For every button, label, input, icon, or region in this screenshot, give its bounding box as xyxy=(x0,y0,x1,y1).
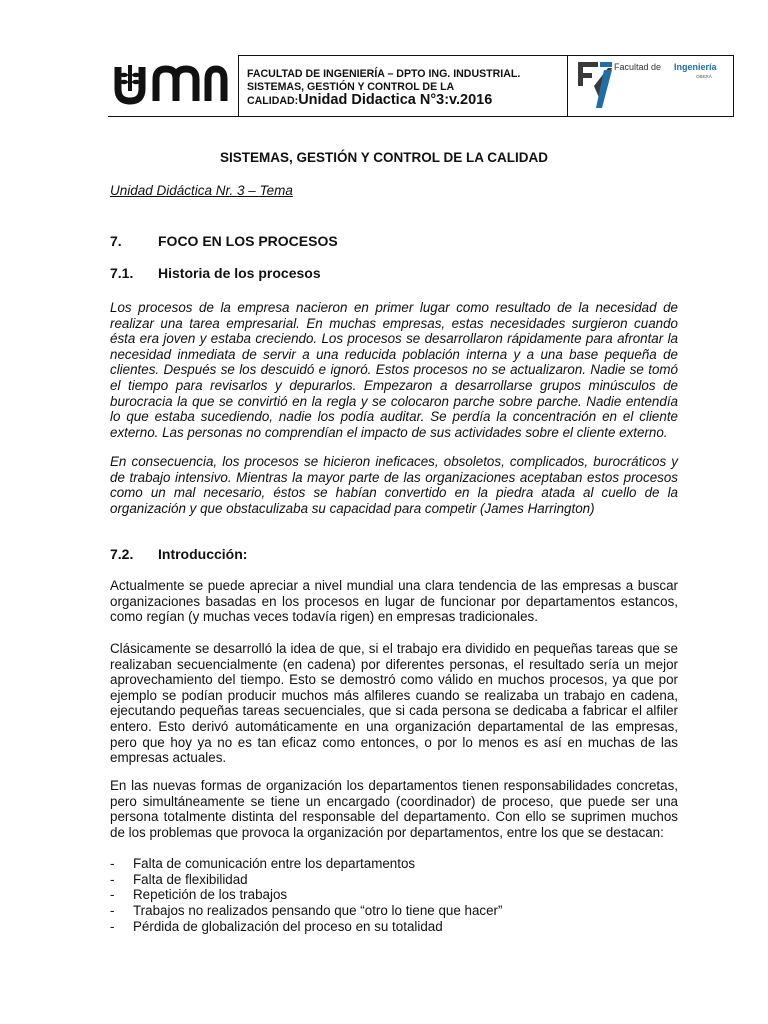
intro-paragraph-3: En las nuevas formas de organización los departamentos tienen responsabilidades concretas, pero simultáneamente se tiene un encargado (coordinador) de proceso, que puede ser una persona totalmente distinta del responsable del departamento. Con ello se suprimen muchos de los problemas que provoca la organización por departamentos, entre los que se destacan: xyxy=(110,778,678,840)
header-line-3 xyxy=(247,94,559,108)
header-title-box xyxy=(238,55,568,117)
facultad-ingenieria-logo xyxy=(568,55,734,117)
section-7-1-title: Historia de los procesos xyxy=(158,265,321,281)
logo-text-ingenieria: Ingeniería xyxy=(674,62,717,72)
page-header xyxy=(108,55,734,117)
section-7-number: 7. xyxy=(110,233,122,249)
logo-text-facultad: Facultad de xyxy=(614,62,662,72)
list-item: - Falta de comunicación entre los departamentos xyxy=(110,856,502,872)
problems-list xyxy=(110,856,502,935)
list-item: - Repetición de los trabajos xyxy=(110,887,502,903)
section-7-heading xyxy=(110,233,338,249)
historia-paragraph-2: En consecuencia, los procesos se hicieron ineficaces, obsoletos, complicados, burocráticos y de trabajo intensivo. Mientras la mayor parte de las organizaciones aceptaban estos procesos como un mal necesario, éstos se habían convertido en la piedra atada al cuello de la organización y que obstaculizaba su capacidad para competir (James Harrington) xyxy=(110,454,678,516)
header-line-2: SISTEMAS, GESTIÓN Y CONTROL DE LA xyxy=(247,81,455,93)
intro-paragraph-2: Clásicamente se desarrolló la idea de que, si el trabajo era dividido en pequeñas tareas que se realizaban secuencialmente (en cadena) por diferentes personas, el resultado sería un mejor aprovechamiento del tiempo. Esto se demostró como válido en muchos procesos, ya que por ejemplo se podían producir muchos más alfileres cuando se realizaba un trabajo en cadena, ejecutando pequeñas tareas secuenciales, que si cada persona se dedicaba a fabricar el alfiler entero. Esto derivó automáticamente en una organización departamental de las empresas, pero que hoy ya no es tan eficaz como entonces, o por lo menos es así en muchas de las empresas actuales. xyxy=(110,641,678,766)
header-line-1: FACULTAD DE INGENIERÍA – DPTO ING. INDUSTRIAL. xyxy=(247,68,521,80)
section-7-1-heading xyxy=(110,265,321,281)
section-7-2-title: Introducción: xyxy=(158,546,248,562)
section-7-2-number: 7.2. xyxy=(110,546,134,562)
logo-text-obera: OBERÁ xyxy=(696,74,712,79)
unam-logo xyxy=(108,55,238,117)
intro-paragraph-1: Actualmente se puede apreciar a nivel mundial una clara tendencia de las empresas a buscar organizaciones basadas en los procesos en lugar de funcionar por departamentos estancos, como regían (y muchas veces todavía rigen) en empresas tradicionales. xyxy=(110,578,678,625)
section-7-2-heading xyxy=(110,546,247,562)
list-item: - Trabajos no realizados pensando que “otro lo tiene que hacer” xyxy=(110,903,502,919)
list-item: - Pérdida de globalización del proceso en su totalidad xyxy=(110,919,502,935)
unit-subtitle: Unidad Didáctica Nr. 3 – Tema xyxy=(110,183,293,198)
historia-paragraph-1: Los procesos de la empresa nacieron en primer lugar como resultado de la necesidad de realizar una tarea empresarial. En muchas empresas, estas necesidades surgieron cuando ésta era joven y estaba creciendo. Los procesos se desarrollaron rápidamente para afrontar la necesidad inmediata de servir a una reducida población interna y a una base pequeña de clientes. Después se los descuidó e ignoró. Estos procesos no se actualizaron. Nadie se tomó el tiempo para revisarlos y depurarlos. Empezaron a desarrollarse grupos minúsculos de burocracia la que se convirtió en la regla y se colocaron parche sobre parche. Nadie entendía lo que estaba sucediendo, nadie los podía auditar. Se perdía la concentración en el cliente externo. Las personas no comprendían el impacto de sus actividades sobre el cliente externo. xyxy=(110,300,678,440)
list-item: - Falta de flexibilidad xyxy=(110,872,502,888)
header-rule xyxy=(108,116,734,117)
header-unit-label: Unidad Didactica N°3:v.2016 xyxy=(298,92,493,108)
section-7-title: FOCO EN LOS PROCESOS xyxy=(158,233,338,249)
document-title: SISTEMAS, GESTIÓN Y CONTROL DE LA CALIDAD xyxy=(219,150,549,165)
section-7-1-number: 7.1. xyxy=(110,265,134,281)
header-line-3-prefix: CALIDAD: xyxy=(247,95,299,107)
